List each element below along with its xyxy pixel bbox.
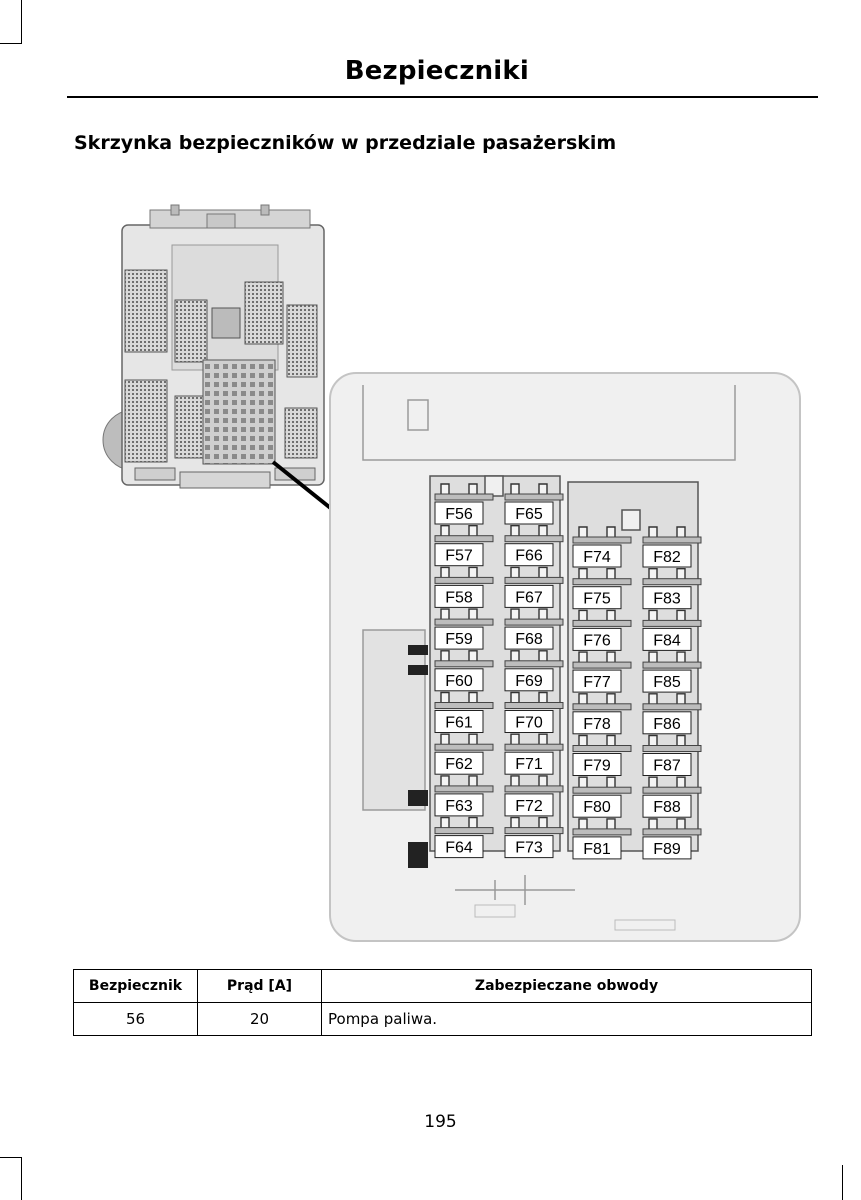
fuse-label: F60: [445, 672, 473, 690]
fuse-holder: [435, 661, 493, 667]
fuse-holder: [435, 536, 493, 542]
fuse-label: F71: [515, 756, 543, 774]
fuse-label: F64: [445, 839, 473, 857]
fuse-holder: [573, 662, 631, 668]
crop-mark: [842, 1165, 843, 1200]
fuse-holder: [573, 746, 631, 752]
fuse-label: F65: [515, 506, 543, 523]
fuse-holder: [505, 786, 563, 792]
page-title: Bezpieczniki: [344, 56, 529, 86]
fuse-label: F70: [515, 714, 543, 732]
cell-circuits: Pompa paliwa.: [322, 1003, 812, 1036]
column-header-circuits: Zabezpieczane obwody: [322, 970, 812, 1003]
fuse-label: F58: [445, 589, 473, 607]
fuse-holder: [643, 579, 701, 585]
fuse-label: F63: [445, 797, 473, 815]
fuse-holder: [643, 787, 701, 793]
fuse-holder: [435, 786, 493, 792]
fuse-holder: [643, 537, 701, 543]
column-header-fuse: Bezpiecznik: [74, 970, 198, 1003]
fuse-label: F69: [515, 672, 543, 690]
fuse-label: F68: [515, 631, 543, 649]
fuse-label: F78: [583, 715, 611, 733]
fuse-label: F59: [445, 631, 473, 649]
fuse-label: F80: [583, 799, 611, 817]
fuse-holder: [435, 828, 493, 834]
fuse-holder: [505, 703, 563, 709]
fuse-label: F82: [653, 549, 681, 566]
fuse-label: F66: [515, 547, 543, 565]
fuse-box-illustration: [95, 200, 807, 945]
fuse-holder: [435, 577, 493, 583]
fuse-table: [73, 969, 812, 1036]
fuse-holder: [643, 704, 701, 710]
fuse-holder: [643, 829, 701, 835]
fuse-holder: [573, 620, 631, 626]
fuse-label: F57: [445, 547, 473, 565]
overview-fuse-box: [103, 205, 333, 510]
title-divider: [67, 96, 818, 98]
fuse-label: F84: [653, 632, 681, 650]
fuse-label: F75: [583, 590, 611, 608]
fuse-holder: [573, 704, 631, 710]
page-number: 195: [424, 1112, 457, 1132]
zoomed-fuse-panel: [330, 373, 800, 941]
crop-mark: [21, 0, 22, 44]
fuse-holder: [573, 537, 631, 543]
fuse-label: F74: [583, 549, 611, 566]
fuse-holder: [573, 829, 631, 835]
fuse-holder: [505, 494, 563, 500]
fuse-label: F61: [445, 714, 473, 732]
fuse-label: F88: [653, 799, 681, 817]
fuse-holder: [643, 746, 701, 752]
fuse-label: F76: [583, 632, 611, 650]
fuse-label: F79: [583, 757, 611, 775]
fuse-label: F77: [583, 674, 611, 692]
fuse-label: F83: [653, 590, 681, 608]
fuse-label: F62: [445, 756, 473, 774]
fuse-holder: [435, 744, 493, 750]
fuse-label: F89: [653, 840, 681, 858]
fuse-holder: [505, 536, 563, 542]
cell-fuse-number: 56: [74, 1003, 198, 1036]
crop-mark: [21, 1157, 22, 1200]
fuse-holder: [435, 494, 493, 500]
section-heading: Skrzynka bezpieczników w przedziale pasażerskim: [74, 132, 617, 154]
fuse-box-diagram: [95, 200, 807, 950]
crop-mark: [0, 43, 21, 44]
crop-mark: [0, 1157, 21, 1158]
column-header-amperage: Prąd [A]: [198, 970, 322, 1003]
fuse-holder: [643, 662, 701, 668]
fuse-holder: [573, 579, 631, 585]
fuse-label: F73: [515, 839, 543, 857]
fuse-label: F87: [653, 757, 681, 775]
fuse-label: F81: [583, 840, 611, 858]
fuse-holder: [505, 619, 563, 625]
fuse-label: F56: [445, 506, 473, 523]
fuse-holder: [505, 577, 563, 583]
fuse-holder: [643, 620, 701, 626]
fuse-label: F72: [515, 797, 543, 815]
fuse-label: F67: [515, 589, 543, 607]
table-header-row: [74, 970, 812, 1003]
fuse-holder: [573, 787, 631, 793]
fuse-holder: [505, 828, 563, 834]
fuse-label: F86: [653, 715, 681, 733]
fuse-holder: [505, 744, 563, 750]
cell-amperage: 20: [198, 1003, 322, 1036]
fuse-holder: [435, 619, 493, 625]
fuse-holder: [435, 703, 493, 709]
fuse-holder: [505, 661, 563, 667]
fuse-label: F85: [653, 674, 681, 692]
table-row: [74, 1003, 812, 1036]
